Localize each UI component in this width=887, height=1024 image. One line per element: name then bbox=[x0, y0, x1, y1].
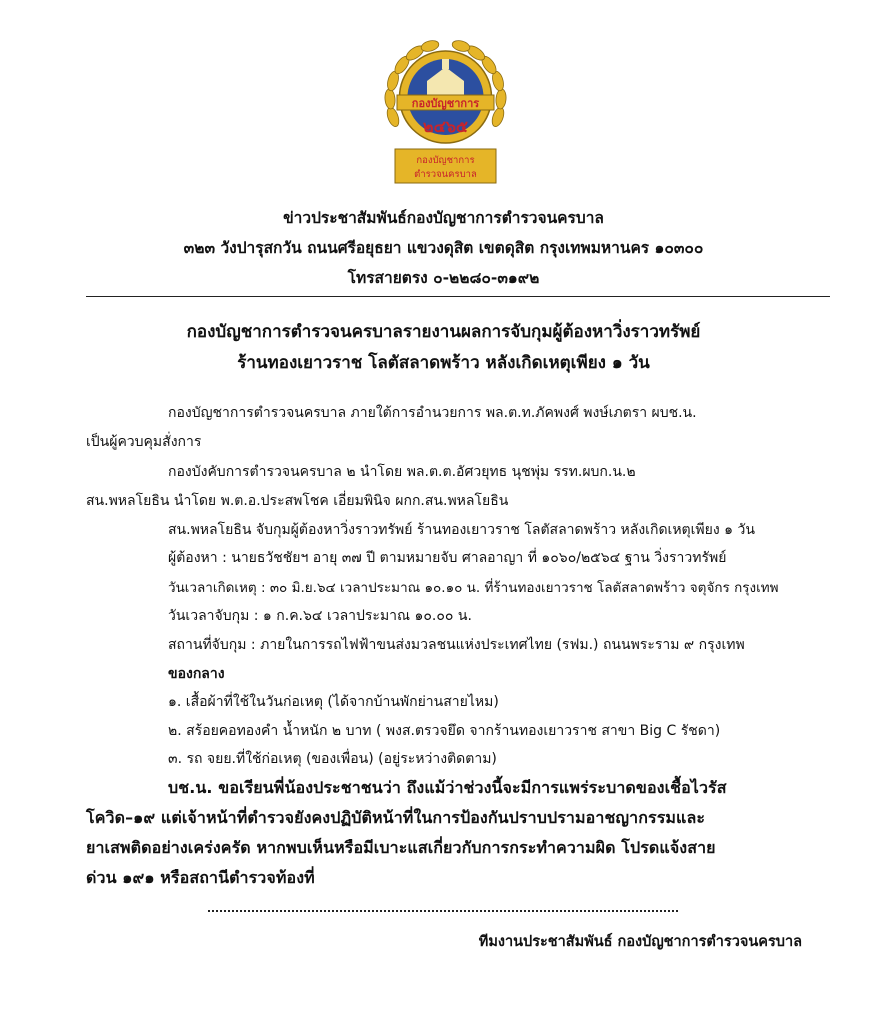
evidence-item-3: ๓. รถ จยย.ที่ใช้ก่อเหตุ (ของเพื่อน) (อยู่ระหว่างติดตาม) bbox=[168, 751, 497, 767]
evidence-heading: ของกลาง bbox=[168, 666, 225, 682]
svg-text:๒๔๖๕: ๒๔๖๕ bbox=[423, 117, 468, 136]
svg-text:กองบัญชาการ: กองบัญชาการ bbox=[416, 155, 475, 166]
closing-line-1: บช.น. ขอเรียนพี่น้องประชาชนว่า ถึงแม้ว่าช่วงนี้จะมีการแพร่ระบาดของเชื้อไวรัส bbox=[168, 778, 727, 797]
closing-line-4: ด่วน ๑๙๑ หรือสถานีตำรวจท้องที่ bbox=[86, 868, 315, 887]
header-address: ๓๒๓ วังปารุสกวัน ถนนศรีอยุธยา แขวงดุสิต เขตดุสิต กรุงเทพมหานคร ๑๐๓๐๐ bbox=[183, 239, 704, 257]
incident-time-line: วันเวลาเกิดเหตุ : ๓๐ มิ.ย.๖๔ เวลาประมาณ ๑๐.๑๐ น. ที่ร้านทองเยาวราช โลตัสลาดพร้าว จตุจักร กรุงเทพ bbox=[168, 580, 779, 596]
paragraph-3: สน.พหลโยธิน จับกุมผู้ต้องหาวิ่งราวทรัพย์ ร้านทองเยาวราช โลตัสลาดพร้าว หลังเกิดเหตุเพียง ๑ วัน bbox=[168, 522, 755, 538]
closing-line-3: ยาเสพติดอย่างเคร่งครัด หากพบเห็นหรือมีเบาะแสเกี่ยวกับการกระทำความผิด โปรดแจ้งสาย bbox=[86, 838, 716, 857]
paragraph-1-line-2: เป็นผู้ควบคุมสั่งการ bbox=[86, 434, 202, 450]
paragraph-2-line-2: สน.พหลโยธิน นำโดย พ.ต.อ.ประสพโชค เอี่ยมพินิจ ผกก.สน.พหลโยธิน bbox=[86, 493, 509, 509]
paragraph-2-line-1: กองบังคับการตำรวจนครบาล ๒ นำโดย พล.ต.ต.อัศวยุทธ นุชพุ่ม รรท.ผบก.น.๒ bbox=[168, 464, 636, 480]
dotted-separator bbox=[208, 910, 678, 912]
header-phone: โทรสายตรง ๐-๒๒๘๐-๓๑๙๒ bbox=[347, 269, 540, 287]
evidence-item-2: ๒. สร้อยคอทองคำ น้ำหนัก ๒ บาท ( พงส.ตรวจยึด จากร้านทองเยาวราช สาขา Big C รัชดา) bbox=[168, 723, 721, 739]
suspect-line: ผู้ต้องหา : นายธวัชชัยฯ อายุ ๓๗ ปี ตามหมายจับ ศาลอาญา ที่ ๑๐๖๐/๒๕๖๔ ฐาน วิ่งราวทรัพย์ bbox=[168, 550, 727, 566]
evidence-item-1: ๑. เสื้อผ้าที่ใช้ในวันก่อเหตุ (ได้จากบ้านพักย่านสายไหม) bbox=[168, 694, 499, 710]
police-emblem bbox=[383, 37, 508, 185]
svg-text:ตำรวจนครบาล: ตำรวจนครบาล bbox=[414, 169, 477, 180]
svg-text:กองบัญชาการ: กองบัญชาการ bbox=[411, 97, 480, 110]
header-line-1: ข่าวประชาสัมพันธ์กองบัญชาการตำรวจนครบาล bbox=[283, 209, 604, 227]
arrest-location-line: สถานที่จับกุม : ภายในการรถไฟฟ้าขนส่งมวลชนแห่งประเทศไทย (รฟม.) ถนนพระราม ๙ กรุงเทพ bbox=[168, 637, 745, 653]
signature: ทีมงานประชาสัมพันธ์ กองบัญชาการตำรวจนครบาล bbox=[478, 934, 802, 950]
closing-line-2: โควิด–๑๙ แต่เจ้าหน้าที่ตำรวจยังคงปฏิบัติหน้าที่ในการป้องกันปราบปรามอาชญากรรมและ bbox=[86, 808, 706, 827]
arrest-time-line: วันเวลาจับกุม : ๑ ก.ค.๖๔ เวลาประมาณ ๑๐.๐๐ น. bbox=[168, 608, 472, 624]
paragraph-1-line-1: กองบัญชาการตำรวจนครบาล ภายใต้การอำนวยการ พล.ต.ท.ภัคพงศ์ พงษ์เภตรา ผบช.น. bbox=[168, 405, 697, 421]
news-title-line-1: กองบัญชาการตำรวจนครบาลรายงานผลการจับกุมผู้ต้องหาวิ่งราวทรัพย์ bbox=[186, 322, 701, 342]
news-title-line-2: ร้านทองเยาวราช โลตัสลาดพร้าว หลังเกิดเหตุเพียง ๑ วัน bbox=[237, 353, 650, 373]
header-divider bbox=[86, 296, 830, 297]
laurel-emblem-icon bbox=[383, 37, 508, 185]
